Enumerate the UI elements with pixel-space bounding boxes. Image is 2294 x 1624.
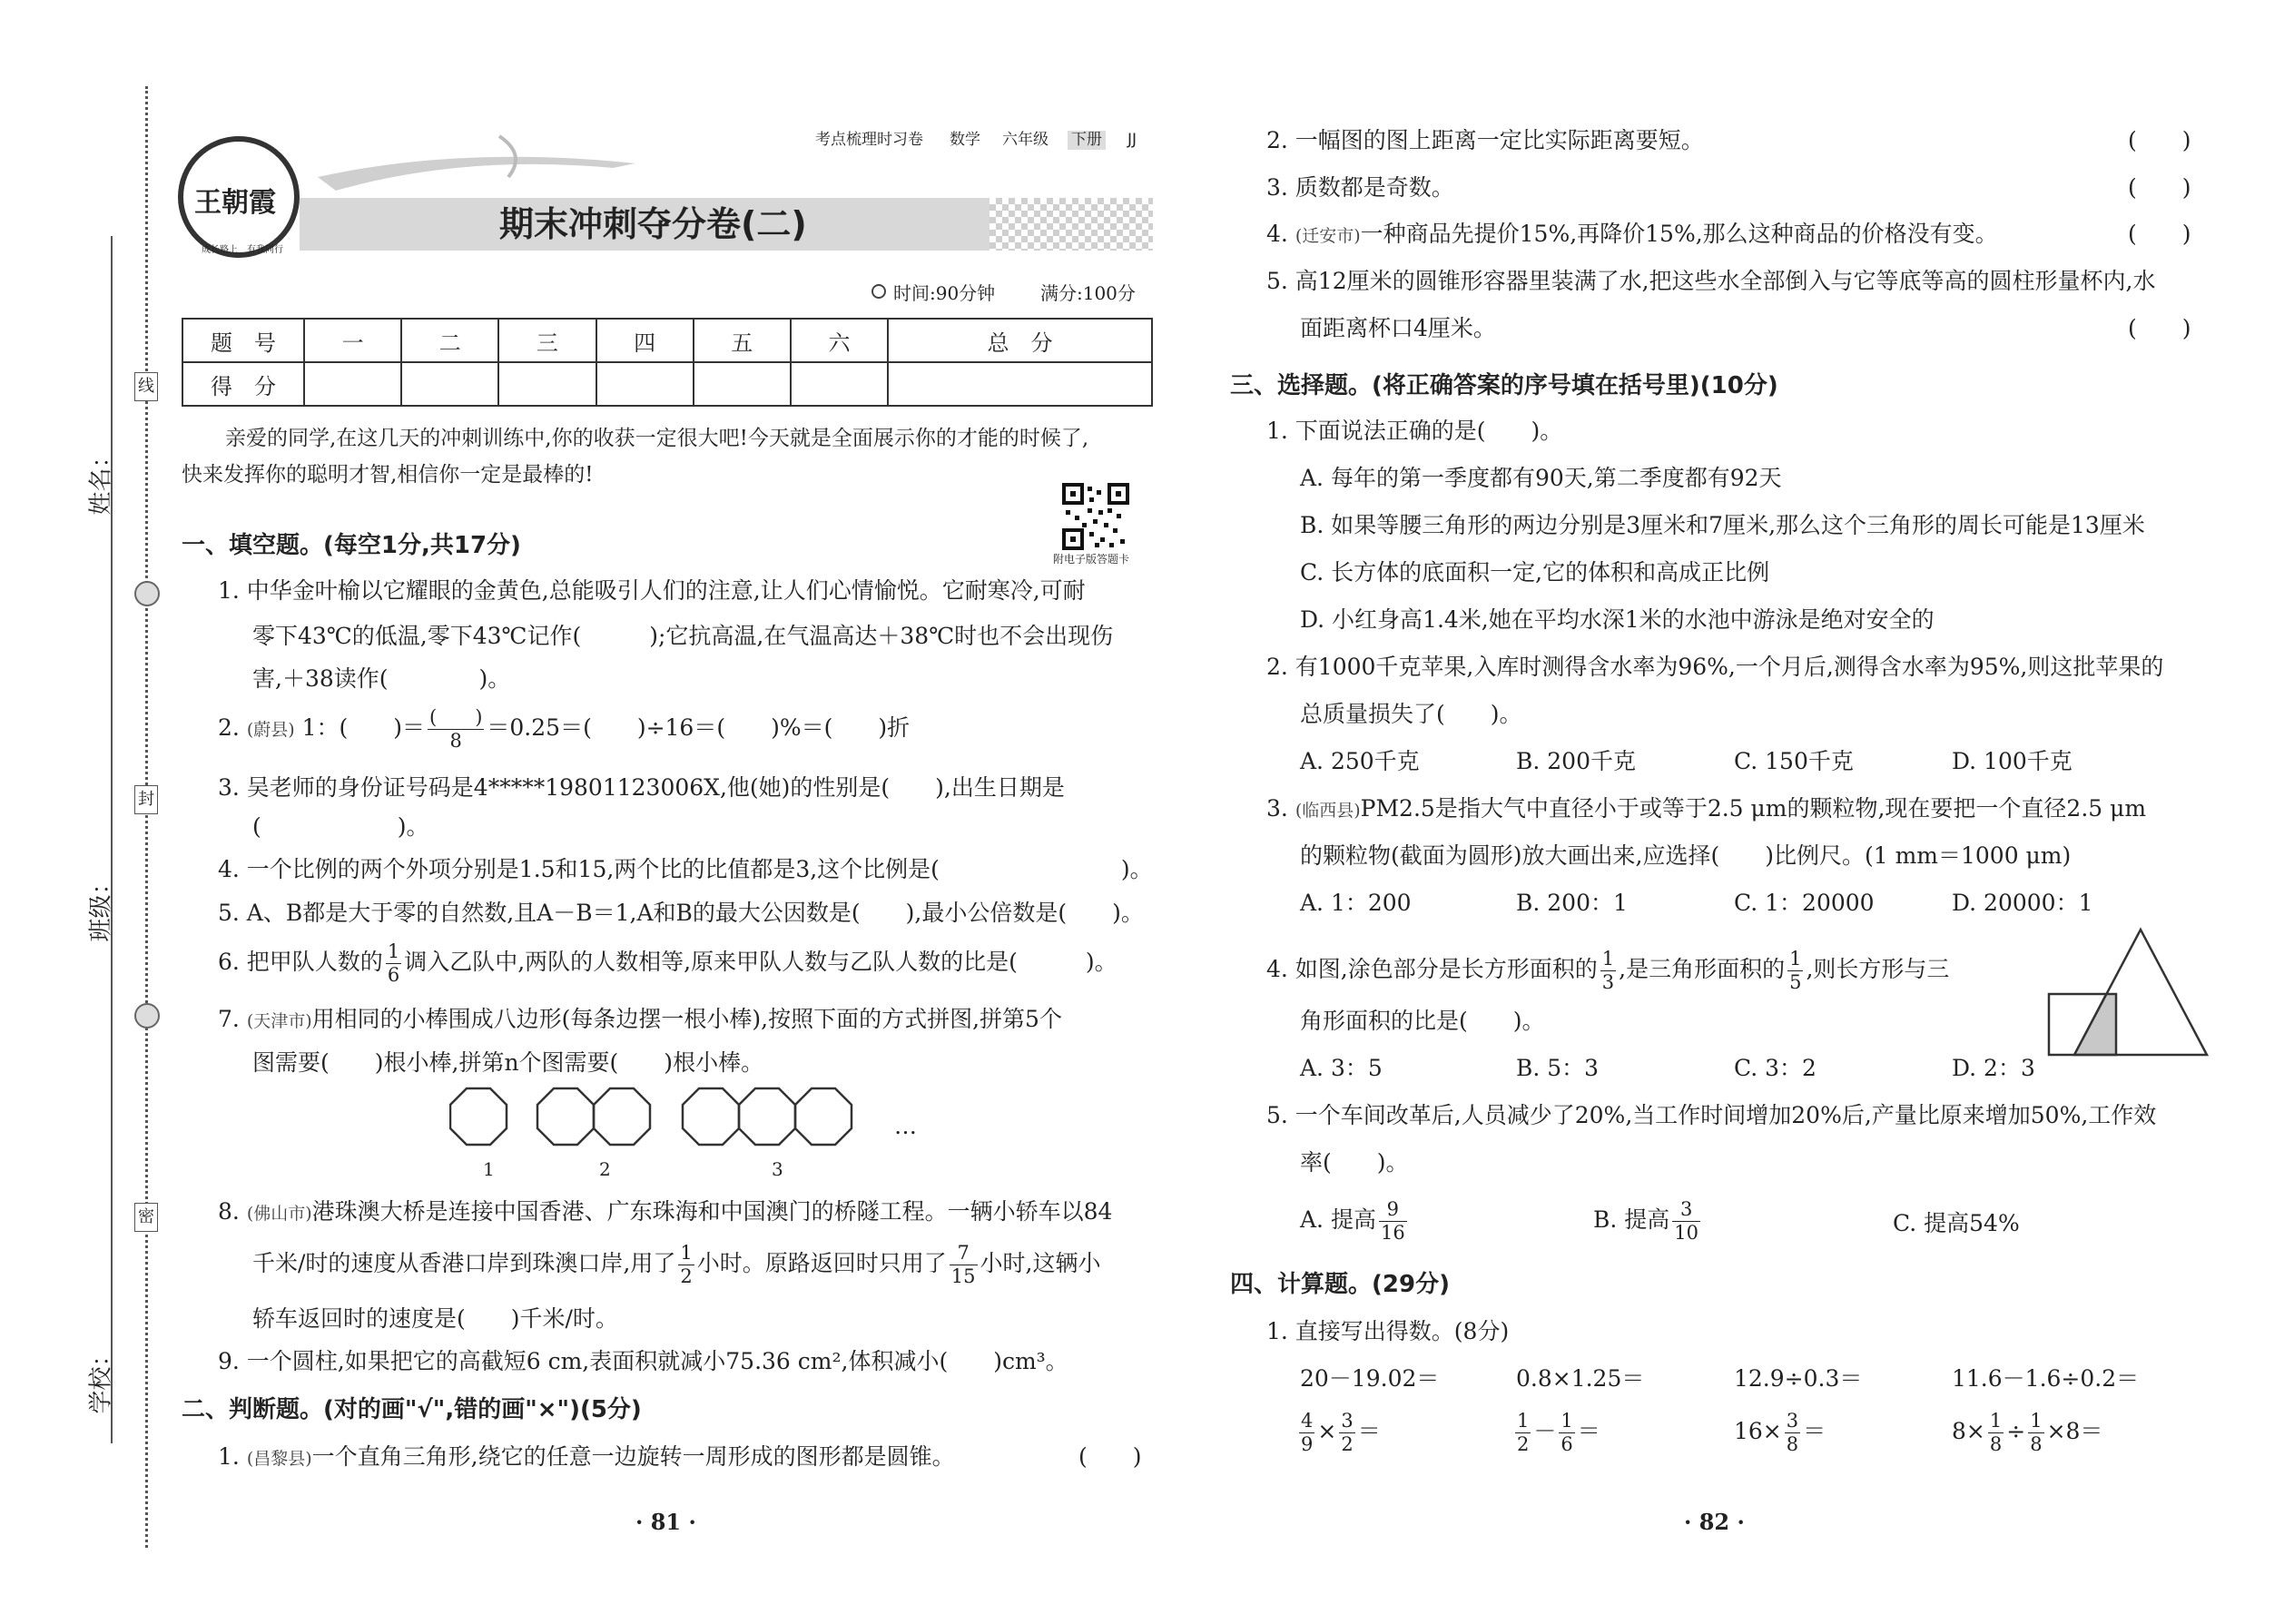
fraction-numerator: ( ) xyxy=(429,706,483,728)
s1-q7-a: 用相同的小棒围成八边形(每条边摆一根小棒),按照下面的方式拼图,拼第5个 xyxy=(311,1006,1062,1032)
s3-q3-optD: D. 20000：1 xyxy=(1952,890,2093,916)
s3-q5-optA xyxy=(1300,1200,1410,1243)
s3-q2-optC: C. 150千克 xyxy=(1734,748,1854,774)
fraction-denominator: 8 xyxy=(1786,1433,1799,1455)
s1-q2-region: (蔚县) xyxy=(246,720,295,740)
score-input-cell[interactable] xyxy=(694,362,791,406)
s3-q5-line1: 5. 一个车间改革后,人员减少了20%,当工作时间增加20%后,产量比原来增加50%,工作效 xyxy=(1266,1102,2157,1128)
section2-title: 二、判断题。(对的画"√",错的画"×")(5分) xyxy=(182,1396,642,1423)
calc-item xyxy=(1952,1412,2102,1454)
s3-q2-optD: D. 100千克 xyxy=(1952,748,2072,774)
operator: － xyxy=(1533,1418,1557,1444)
s3-q1: 1. 下面说法正确的是( )。 xyxy=(1266,418,1563,444)
s3-q5-optB xyxy=(1593,1200,1703,1243)
s1-q7-num: 7. xyxy=(218,1006,240,1032)
fraction xyxy=(1515,1412,1531,1454)
s1-q6-a: 6. 把甲队人数的 xyxy=(218,949,383,975)
fraction-denominator: 2 xyxy=(1517,1433,1530,1455)
fraction xyxy=(950,1244,978,1286)
octagon-figure xyxy=(449,1085,921,1180)
fraction-numerator: 1 xyxy=(1601,948,1615,969)
seal-mark-seal: 封 xyxy=(134,785,158,814)
section3-title: 三、选择题。(将正确答案的序号填在括号里)(10分) xyxy=(1230,372,1778,399)
fraction-numerator: 1 xyxy=(680,1242,693,1264)
octagon-label-2: 2 xyxy=(599,1158,611,1180)
fraction-numerator: 4 xyxy=(1301,1410,1314,1432)
s2-q3: 3. 质数都是奇数。 xyxy=(1266,174,1454,201)
s1-q8-b1: 千米/时的速度从香港口岸到珠澳口岸,用了 xyxy=(252,1250,676,1276)
header-subject: 数学 xyxy=(950,131,980,149)
s3-q4-a: 4. 如图,涂色部分是长方形面积的 xyxy=(1266,956,1598,982)
s1-q6 xyxy=(218,942,1117,985)
s1-q5: 5. A、B都是大于零的自然数,且A－B＝1,A和B的最大公因数是( ),最小公倍数是( )。 xyxy=(218,900,1144,926)
s2-q1-region: (昌黎县) xyxy=(246,1449,312,1469)
fraction xyxy=(428,708,484,751)
s3-q3-a: PM2.5是指大气中直径小于或等于2.5 μm的颗粒物,现在要把一个直径2.5 μm xyxy=(1360,795,2147,822)
score-cell: 总 分 xyxy=(888,319,1152,362)
calc-prefix: 8× xyxy=(1952,1418,1985,1444)
s3-q4-optA: A. 3：5 xyxy=(1300,1055,1383,1081)
time-info: 时间:90分钟 xyxy=(893,282,996,304)
score-cell: 五 xyxy=(694,319,791,362)
s1-q2 xyxy=(218,708,910,751)
seal-mark-secret: 密 xyxy=(134,1203,158,1232)
score-input-cell[interactable] xyxy=(888,362,1152,406)
score-input-cell[interactable] xyxy=(596,362,694,406)
s2-q4-num: 4. xyxy=(1266,221,1288,247)
s2-q5-line1: 5. 高12厘米的圆锥形容器里装满了水,把这些水全部倒入与它等底等高的圆柱形量杯内,水 xyxy=(1266,268,2156,294)
s2-q1-num: 1. xyxy=(218,1443,240,1470)
fraction-denominator: 8 xyxy=(449,730,462,752)
fraction-denominator: 2 xyxy=(680,1265,693,1287)
fraction-numerator: 1 xyxy=(2030,1410,2043,1432)
fraction-denominator: 9 xyxy=(1301,1433,1314,1455)
calc-item: 20－19.02＝ xyxy=(1300,1365,1440,1392)
calc-prefix: 16× xyxy=(1734,1418,1782,1444)
s3-q4-line2: 角形面积的比是( )。 xyxy=(1300,1008,1545,1034)
fraction xyxy=(1672,1200,1700,1243)
fraction xyxy=(1988,1412,2004,1454)
s2-q4 xyxy=(1266,222,1998,245)
s3-q2-optB: B. 200千克 xyxy=(1516,748,1636,774)
fraction-numerator: 1 xyxy=(1517,1410,1530,1432)
s3-q3-line2: 的颗粒物(截面为圆形)放大画出来,应选择( )比例尺。(1 mm＝1000 μm) xyxy=(1300,842,2072,869)
page-number-left: · 81 · xyxy=(635,1509,696,1535)
fraction-denominator: 5 xyxy=(1789,971,1802,993)
score-cell: 一 xyxy=(304,319,401,362)
scissor-icon xyxy=(134,581,160,606)
fraction-denominator: 10 xyxy=(1674,1222,1698,1244)
score-cell: 二 xyxy=(401,319,498,362)
header-edition: JJ xyxy=(1127,131,1137,149)
s1-q1-line3: 害,＋38读作( )。 xyxy=(252,665,511,692)
calc-item: 12.9÷0.3＝ xyxy=(1734,1365,1863,1392)
score-input-cell[interactable] xyxy=(304,362,401,406)
equals: ＝ xyxy=(1803,1418,1826,1444)
fraction-numerator: 3 xyxy=(1672,1200,1700,1222)
s3-q5-optC: C. 提高54% xyxy=(1893,1210,2020,1236)
score-cell: 题 号 xyxy=(182,319,304,362)
judge-paren[interactable]: ( ) xyxy=(2128,315,2191,341)
s1-q1-line1: 1. 中华金叶榆以它耀眼的金黄色,总能吸引人们的注意,让人们心情愉悦。它耐寒冷,可耐 xyxy=(218,577,1086,604)
s3-q4-line1 xyxy=(1266,950,1949,992)
calc-item xyxy=(1734,1412,1826,1454)
s1-q8-b2: 小时。原路返回时只用了 xyxy=(696,1250,947,1276)
s2-q1 xyxy=(218,1445,955,1468)
fraction-numerator: 1 xyxy=(1989,1410,2003,1432)
section4-title: 四、计算题。(29分) xyxy=(1230,1271,1450,1298)
score-cell: 三 xyxy=(498,319,596,362)
s1-q8-line2 xyxy=(252,1244,1100,1286)
s3-q4-optD: D. 2：3 xyxy=(1952,1055,2035,1081)
s3-q4-c: ,则长方形与三 xyxy=(1806,956,1950,982)
fraction xyxy=(1785,1412,1800,1454)
score-cell: 四 xyxy=(596,319,694,362)
s3-q2-line1: 2. 有1000千克苹果,入库时测得含水率为96%,一个月后,测得含水率为95%,则这批苹果的 xyxy=(1266,654,2164,680)
fraction-denominator: 6 xyxy=(387,964,400,986)
fraction xyxy=(2028,1412,2043,1454)
fraction xyxy=(678,1244,694,1286)
judge-paren[interactable]: ( ) xyxy=(2128,174,2191,201)
judge-paren[interactable]: ( ) xyxy=(2128,221,2191,247)
section1-title: 一、填空题。(每空1分,共17分) xyxy=(182,532,521,559)
equals: ＝ xyxy=(1357,1418,1381,1444)
rectangle-triangle-figure xyxy=(2047,926,2229,1062)
fraction-numerator: 7 xyxy=(950,1244,978,1265)
fraction-numerator: 1 xyxy=(1561,1410,1573,1432)
header-volume: 下册 xyxy=(1068,131,1106,150)
fraction-denominator: 8 xyxy=(2030,1433,2043,1455)
brand-logo xyxy=(178,136,300,258)
s1-q8-line1 xyxy=(218,1200,1112,1223)
s1-q2-a: 1：( )＝ xyxy=(301,714,426,741)
fraction xyxy=(1787,950,1803,992)
octagon-label-3: 3 xyxy=(772,1158,783,1180)
judge-paren[interactable]: ( ) xyxy=(2128,127,2191,153)
fraction-denominator: 6 xyxy=(1561,1433,1573,1455)
s2-q4-text: 一种商品先提价15%,再降价15%,那么这种商品的价格没有变。 xyxy=(1360,221,1998,247)
s1-q3-line2: ( )。 xyxy=(252,813,429,840)
intro-line-1: 亲爱的同学,在这几天的冲刺训练中,你的收获一定很大吧!今天就是全面展示你的才能的时候了, xyxy=(225,427,1089,450)
s1-q8-line3: 轿车返回时的速度是( )千米/时。 xyxy=(252,1305,618,1332)
score-input-cell[interactable] xyxy=(401,362,498,406)
calc-suffix: ×8＝ xyxy=(2046,1418,2103,1444)
s1-q2-num: 2. xyxy=(218,714,240,741)
s3-q3-region: (临西县) xyxy=(1295,801,1361,821)
s3-q1-optD: D. 小红身高1.4米,她在平均水深1米的水池中游泳是绝对安全的 xyxy=(1300,606,1935,633)
s3-q3-optC: C. 1：20000 xyxy=(1734,890,1875,916)
fraction xyxy=(386,942,401,985)
s1-q1-line2: 零下43℃的低温,零下43℃记作( );它抗高温,在气温高达＋38℃时也不会出现伤 xyxy=(252,623,1114,649)
binding-solid-line xyxy=(111,236,113,1443)
logo-tagline-right: 有我同行 xyxy=(247,245,283,255)
operator: × xyxy=(1317,1418,1337,1444)
fraction-numerator: 3 xyxy=(1341,1410,1354,1432)
brand-logo-text: 王朝霞 xyxy=(194,187,276,219)
s1-q8-region: (佛山市) xyxy=(246,1204,312,1224)
s3-q3-line1 xyxy=(1266,797,2146,820)
s2-q5-line2: 面距离杯口4厘米。 xyxy=(1300,315,1496,341)
fraction-numerator: 1 xyxy=(387,940,400,962)
score-row-label: 得 分 xyxy=(182,362,304,406)
qr-code xyxy=(1062,483,1129,550)
qr-caption: 附电子版答题卡 xyxy=(1053,553,1130,566)
fraction-denominator: 3 xyxy=(1601,971,1615,993)
fraction xyxy=(1339,1412,1354,1454)
fraction-denominator: 2 xyxy=(1341,1433,1354,1455)
score-table-header-row xyxy=(182,319,1152,362)
s1-q7-line2: 图需要( )根小棒,拼第n个图需要( )根小棒。 xyxy=(252,1049,764,1076)
s1-q8-a: 港珠澳大桥是连接中国香港、广东珠海和中国澳门的桥隧工程。一辆小轿车以84 xyxy=(311,1198,1113,1225)
s3-q2-line2: 总质量损失了( )。 xyxy=(1300,701,1522,727)
s2-q2: 2. 一幅图的图上距离一定比实际距离要短。 xyxy=(1266,127,1704,153)
calc-item: 0.8×1.25＝ xyxy=(1516,1365,1645,1392)
header-series: 考点梳理时习卷 xyxy=(815,131,923,149)
s3-q4-b: ,是三角形面积的 xyxy=(1619,956,1786,982)
score-info: 满分:100分 xyxy=(1040,282,1136,304)
s1-q3-line1: 3. 吴老师的身份证号码是4*****19801123006X,他(她)的性别是( ),出生日期是 xyxy=(218,774,1065,801)
s1-q6-b: 调入乙队中,两队的人数相等,原来甲队人数与乙队人数的比是( )。 xyxy=(404,949,1117,975)
s1-q8-num: 8. xyxy=(218,1198,240,1225)
s3-q4-optC: C. 3：2 xyxy=(1734,1055,1816,1081)
s3-q5-optA-label: A. 提高 xyxy=(1300,1206,1376,1233)
score-cell: 六 xyxy=(791,319,888,362)
header-grade: 六年级 xyxy=(1002,131,1049,149)
fraction xyxy=(1299,1412,1314,1454)
s4-q1: 1. 直接写出得数。(8分) xyxy=(1266,1318,1510,1344)
s1-q2-b: ＝0.25＝( )÷16＝( )%＝( )折 xyxy=(487,714,911,741)
calc-item xyxy=(1512,1412,1600,1454)
binding-dotted-line xyxy=(145,86,148,1548)
clock-icon xyxy=(871,284,886,299)
s3-q4-optB: B. 5：3 xyxy=(1516,1055,1600,1081)
operator: ÷ xyxy=(2006,1418,2026,1444)
score-input-cell[interactable] xyxy=(791,362,888,406)
calc-item: 11.6－1.6÷0.2＝ xyxy=(1952,1365,2140,1392)
fraction xyxy=(1600,950,1616,992)
fraction xyxy=(1379,1200,1407,1243)
calc-item xyxy=(1296,1412,1381,1454)
judge-paren[interactable]: ( ) xyxy=(1078,1443,1142,1470)
s3-q5-line2: 率( )。 xyxy=(1300,1149,1409,1176)
octagon-dots: … xyxy=(894,1113,917,1139)
s1-q7-line1 xyxy=(218,1008,1062,1030)
octagon-label-1: 1 xyxy=(483,1158,495,1180)
fraction-numerator: 3 xyxy=(1786,1410,1799,1432)
s3-q5-optB-label: B. 提高 xyxy=(1593,1206,1670,1233)
s1-q7-region: (天津市) xyxy=(246,1011,312,1031)
s3-q1-optC: C. 长方体的底面积一定,它的体积和高成正比例 xyxy=(1300,559,1770,586)
fraction-denominator: 8 xyxy=(1989,1433,2003,1455)
s3-q3-optA: A. 1：200 xyxy=(1300,890,1412,916)
fraction-numerator: 9 xyxy=(1379,1200,1407,1222)
s1-q4: 4. 一个比例的两个外项分别是1.5和15,两个比的比值都是3,这个比例是( )。 xyxy=(218,856,1153,882)
s3-q3-num: 3. xyxy=(1266,795,1288,822)
scissor-icon xyxy=(134,1003,160,1029)
score-table-score-row xyxy=(182,362,1152,406)
school-label: 学校： xyxy=(87,1343,115,1414)
fraction-denominator: 15 xyxy=(950,1265,976,1287)
s3-q2-optA: A. 250千克 xyxy=(1300,748,1420,774)
fraction-denominator: 16 xyxy=(1380,1222,1405,1244)
fraction xyxy=(1559,1412,1574,1454)
s2-q1-text: 一个直角三角形,绕它的任意一边旋转一周形成的图形都是圆锥。 xyxy=(311,1443,955,1470)
s3-q3-optB: B. 200：1 xyxy=(1516,890,1628,916)
name-label: 姓名： xyxy=(87,444,115,516)
s3-q1-optB: B. 如果等腰三角形的两边分别是3厘米和7厘米,那么这个三角形的周长可能是13厘米 xyxy=(1300,512,2145,538)
s3-q1-optA: A. 每年的第一季度都有90天,第二季度都有92天 xyxy=(1300,465,1782,491)
score-table xyxy=(182,318,1153,407)
seal-mark-line: 线 xyxy=(134,372,158,401)
score-input-cell[interactable] xyxy=(498,362,596,406)
fraction-numerator: 1 xyxy=(1789,948,1802,969)
page-number-right: · 82 · xyxy=(1684,1509,1745,1535)
s1-q9: 9. 一个圆柱,如果把它的高截短6 cm,表面积就减小75.36 cm²,体积减小( )cm³。 xyxy=(218,1348,1068,1374)
page-title: 期末冲刺夺分卷(二) xyxy=(499,204,807,244)
s1-q8-b3: 小时,这辆小 xyxy=(980,1250,1101,1276)
intro-line-2: 快来发挥你的聪明才智,相信你一定是最棒的! xyxy=(182,463,594,487)
title-checker xyxy=(989,198,1153,251)
class-label: 班级： xyxy=(87,871,115,942)
s2-q4-region: (迁安市) xyxy=(1295,226,1361,246)
equals: ＝ xyxy=(1577,1418,1600,1444)
logo-tagline-left: 成长路上 xyxy=(202,245,238,255)
